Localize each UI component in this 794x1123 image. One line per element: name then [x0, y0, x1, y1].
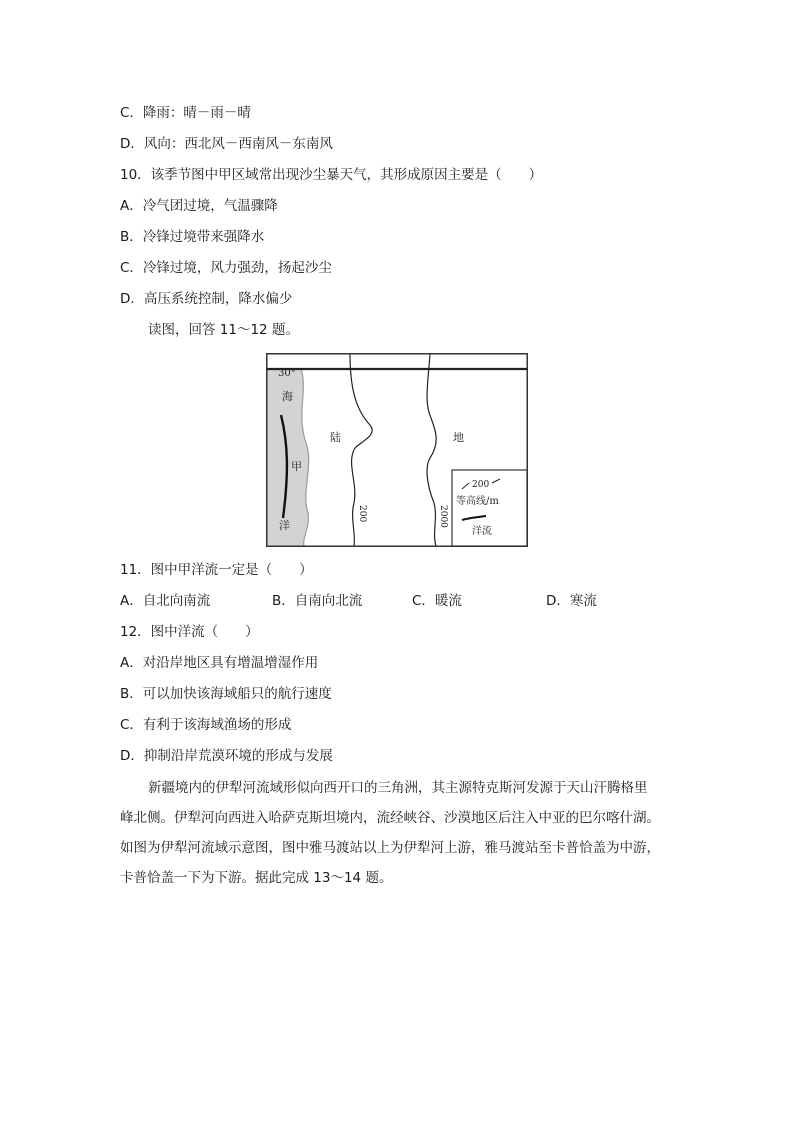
- ocean-current-map: [266, 353, 528, 547]
- sea-label-yang: 洋: [279, 519, 290, 532]
- q10-option-a: A．冷气团过境，气温骤降: [120, 198, 278, 214]
- latitude-label: 30°: [278, 368, 296, 379]
- contour-2000: [427, 354, 436, 546]
- q10-option-c: C．冷锋过境，风力强劲，扬起沙尘: [120, 260, 332, 276]
- q12-option-d: D．抑制沿岸荒漠环境的形成与发展: [120, 748, 333, 764]
- question-10: 10．该季节图中甲区域常出现沙尘暴天气，其形成原因主要是（ ）: [120, 167, 543, 183]
- q12-option-c: C．有利于该海域渔场的形成: [120, 717, 292, 733]
- q12-option-a: A．对沿岸地区具有增温增湿作用: [120, 655, 319, 671]
- map-instruction: 读图，回答 11～12 题。: [148, 322, 299, 338]
- sea-label-hai: 海: [282, 390, 293, 403]
- land-label-di: 地: [453, 431, 464, 444]
- current-label-jia: 甲: [291, 460, 302, 473]
- question-11: 11．图中甲洋流一定是（ ）: [120, 562, 313, 578]
- passage-13-14: 新疆境内的伊犁河流域形似向西开口的三角洲，其主源特克斯河发源于天山汗腾格里峰北侧。伊犁河向西进入哈萨克斯坦境内，流经峡谷、沙漠地区后注入中亚的巴尔喀什湖。如图为伊犁河流域示意图，图中雅马渡站以上为伊犁河上游，雅马渡站至卡普恰盖为中游，卡普恰盖一下为下游。据此完成 13～14 题。: [120, 780, 660, 886]
- legend-contour-label: 等高线/m: [456, 496, 499, 507]
- q10-option-b: B．冷锋过境带来强降水: [120, 229, 265, 245]
- q11-option-a: A．自北向南流: [120, 593, 211, 609]
- q11-option-c: C．暖流: [412, 593, 462, 609]
- question-12: 12．图中洋流（ ）: [120, 624, 259, 640]
- q11-option-b: B．自南向北流: [272, 593, 363, 609]
- contour-2000-label: 2000: [438, 505, 448, 528]
- q11-option-d: D．寒流: [546, 593, 597, 609]
- legend-current-label: 洋流: [472, 526, 492, 537]
- legend-contour-value: 200: [472, 480, 490, 490]
- q9-option-d: D．风向：西北风－西南风－东南风: [120, 136, 333, 152]
- q10-option-d: D．高压系统控制，降水偏少: [120, 291, 293, 307]
- land-label-lu: 陆: [330, 431, 341, 444]
- q12-option-b: B．可以加快该海域船只的航行速度: [120, 686, 332, 702]
- q9-option-c: C．降雨：晴－雨－晴: [120, 105, 251, 121]
- contour-200-label: 200: [357, 505, 367, 523]
